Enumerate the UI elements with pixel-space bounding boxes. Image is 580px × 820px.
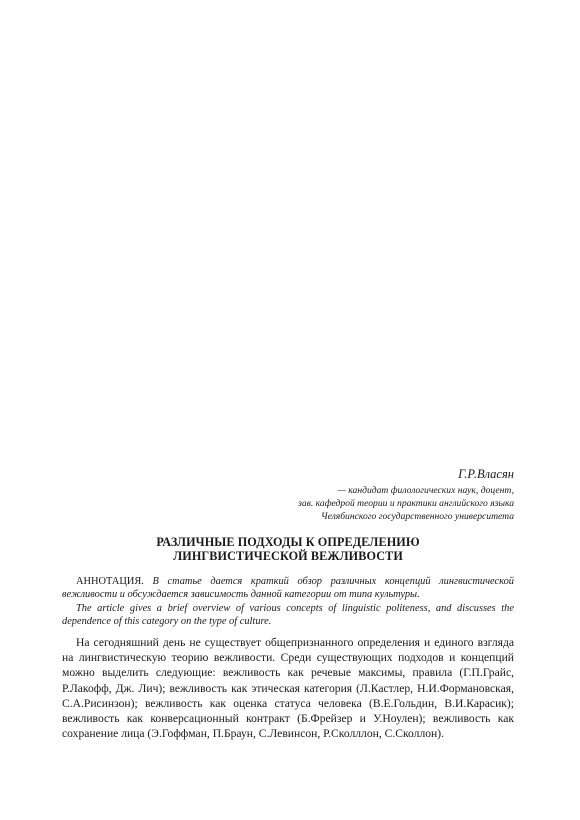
abstract-label: АННОТАЦИЯ. [76, 576, 144, 587]
abstract-en: The article gives a brief overview of various concepts of linguistic politeness, and discusses the dependence of this category on the type of culture. [62, 602, 514, 627]
article-page [62, 0, 514, 820]
body-paragraph-1: На сегодняшний день не существует общепризнанного определения и единого взгляда на лингвистическую теорию вежливости. Среди существующих подходов и концепций можно выделить следующие: вежливость как речевые максимы, правила (Г.П.Грайс, Р.Лакофф, Дж. Лич); вежливость как этическая категория (Л.Кастлер, Н.И.Формановская, С.А.Рисинзон); вежливость как оценка статуса человека (В.Е.Гольдин, В.И.Карасик); вежливость как конверсационный контракт (Б.Фрейзер и У.Ноулен); вежливость как сохранение лица (Э.Гоффман, П.Браун, С.Левинсон, Р.Сколллон, С.Сколлон). [62, 636, 514, 741]
author-block [298, 466, 514, 524]
article-title [62, 535, 514, 563]
author-affiliation-line-3: Челябинского государственного университета [320, 511, 514, 523]
body-text [62, 635, 514, 741]
author-affiliation-line-1: — кандидат филологических наук, доцент, [337, 485, 514, 496]
article-title-line-1: РАЗЛИЧНЫЕ ПОДХОДЫ К ОПРЕДЕЛЕНИЮ [156, 535, 420, 549]
author-affiliation-line-2: зав. кафедрой теории и практики английского языка [298, 498, 514, 510]
abstract [62, 575, 514, 628]
article-title-line-2: ЛИНГВИСТИЧЕСКОЙ ВЕЖЛИВОСТИ [173, 549, 403, 563]
author-name: Г.Р.Власян [458, 467, 514, 481]
abstract-ru-text: В статье дается краткий обзор различных концепций лингвистической вежливости и обсуждается зависимость данной категории от типа культуры. [62, 576, 514, 601]
abstract-ru [62, 575, 514, 602]
